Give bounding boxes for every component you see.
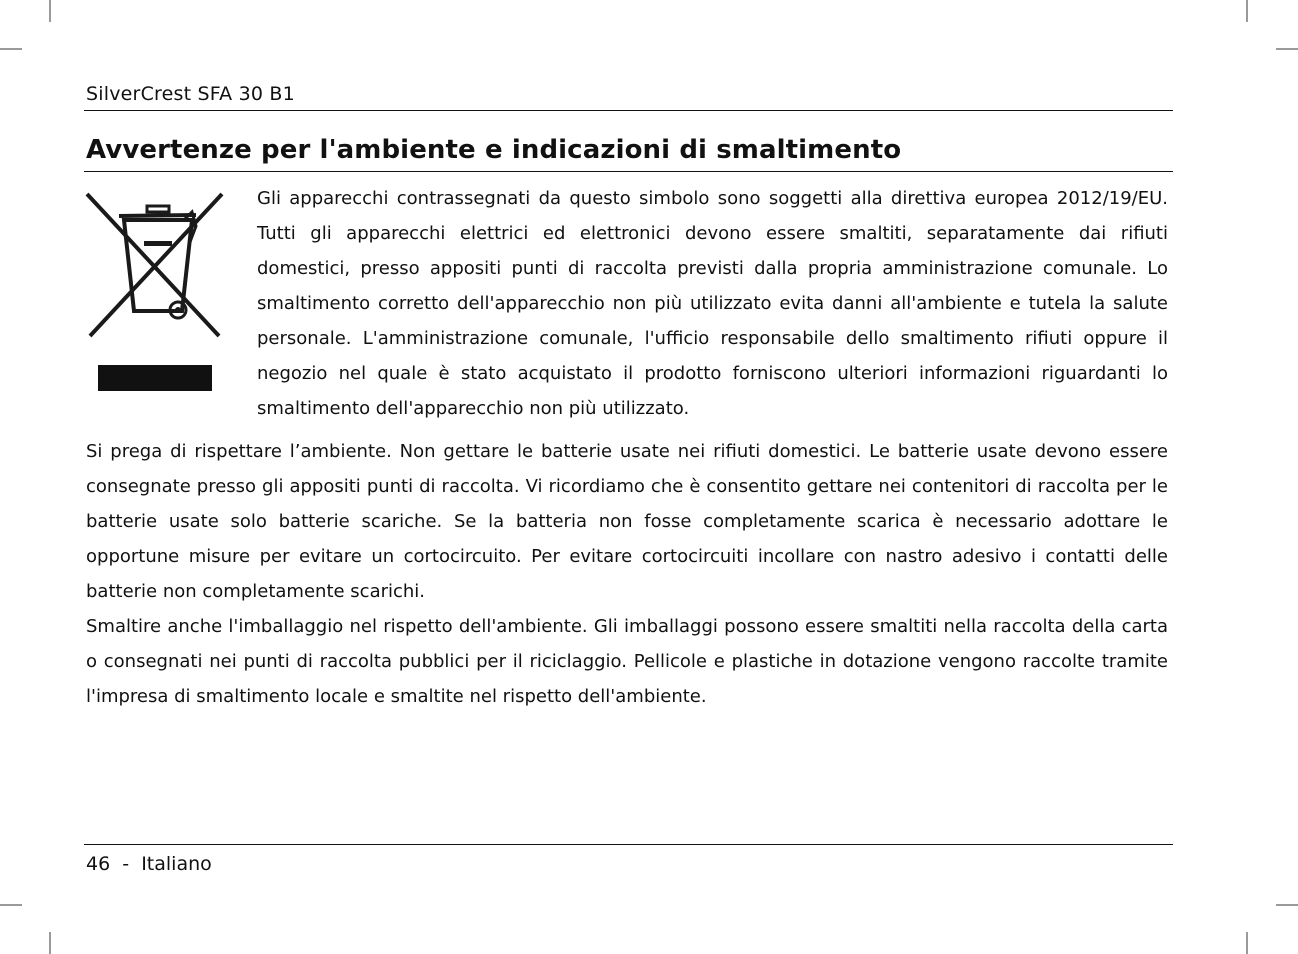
weee-crossed-out-bin-icon [84, 186, 226, 396]
crop-mark-top-right [1246, 0, 1248, 22]
crop-mark-top-right [1276, 48, 1298, 50]
crop-mark-bottom-right [1246, 932, 1248, 954]
crop-mark-bottom-left [49, 932, 51, 954]
section-heading: Avvertenze per l'ambiente e indicazioni di smaltimento [86, 135, 902, 165]
header-divider [84, 110, 1173, 111]
crop-mark-bottom-left [0, 904, 22, 906]
crop-mark-top-left [49, 0, 51, 22]
weee-paragraph: Gli apparecchi contrassegnati da questo simbolo sono soggetti alla direttiva europea 2012/19/EU. Tutti gli apparecchi elettrici ed elettronici devono essere smaltiti, separatamente dai rifiuti domestici, presso appositi punti di raccolta previsti dalla propria amministrazione comunale. Lo smaltimento corretto dell'apparecchio non più utilizzato evita danni all'ambiente e tutela la salute personale. L'amministrazione comunale, l'ufficio responsabile dello smaltimento rifiuti oppure il negozio nel quale è stato acquistato il prodotto forniscono ulteriori informazioni riguardanti lo smaltimento dell'apparecchio non più utilizzato. [257, 188, 1168, 419]
crop-mark-top-left [0, 48, 22, 50]
page-header-title: SilverCrest SFA 30 B1 [86, 83, 295, 105]
page-footer: 46 - Italiano [86, 853, 212, 875]
battery-paragraph: Si prega di rispettare l’ambiente. Non gettare le batterie usate nei rifiuti domestici. Le batterie usate devono essere consegnate presso gli appositi punti di raccolta. Vi ricordiamo che è consentito gettare nei contenitori di raccolta per le batterie usate solo batterie scariche. Se la batteria non fosse completamente scarica è necessario adottare le opportune misure per evitare un cortocircuito. Per evitare cortocircuiti incollare con nastro adesivo i contatti delle batterie non completamente scarichi. [86, 441, 1168, 602]
crop-mark-bottom-right [1276, 904, 1298, 906]
heading-divider [84, 171, 1173, 172]
footer-divider [84, 844, 1173, 845]
packaging-paragraph: Smaltire anche l'imballaggio nel rispetto dell'ambiente. Gli imballaggi possono essere smaltiti nella raccolta della carta o consegnati nei punti di raccolta pubblici per il riciclaggio. Pellicole e plastiche in dotazione vengono raccolte tramite l'impresa di smaltimento locale e smaltite nel rispetto dell'ambiente. [86, 616, 1168, 707]
